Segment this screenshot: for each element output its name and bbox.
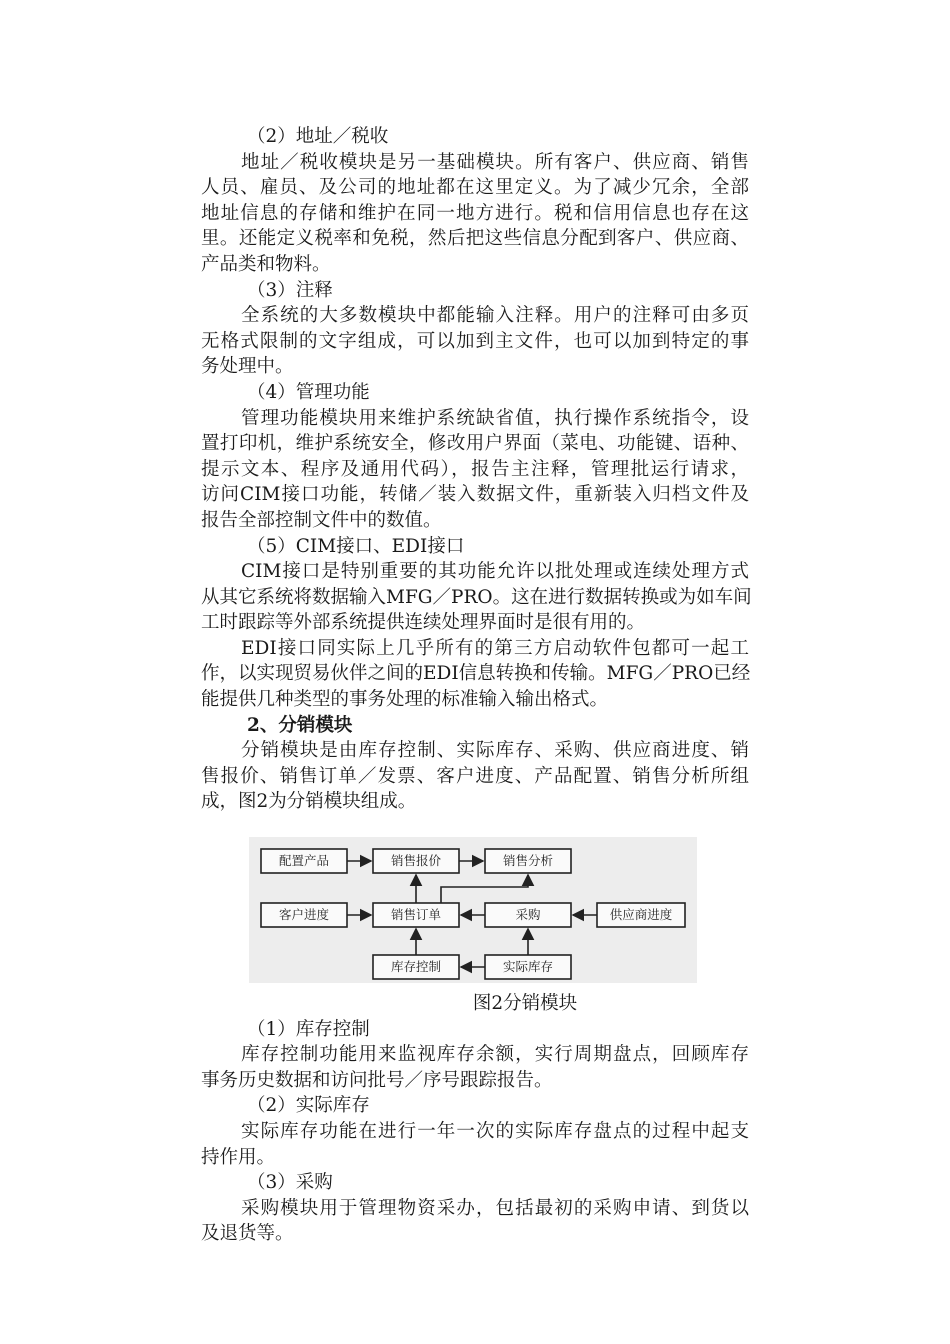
text-line: 访问CIM接口功能，转储／装入数据文件，重新装入归档文件及 [201, 484, 749, 506]
text-line: 分销模块是由库存控制、实际库存、采购、供应商进度、销 [241, 740, 749, 762]
box-label-purchase: 采购 [515, 907, 541, 923]
text-line: 库存控制功能用来监视库存余额，实行周期盘点，回顾库存 [241, 1044, 749, 1066]
box-label-customer: 客户进度 [278, 907, 329, 923]
text-line: EDI接口同实际上几乎所有的第三方启动软件包都可一起工 [241, 637, 749, 659]
text-line: （4）管理功能 [247, 381, 370, 403]
text-line: 从其它系统将数据输入MFG／PRO。这在进行数据转换或为如车间 [201, 586, 752, 608]
text-line: 事务历史数据和访问批号／序号跟踪报告。 [201, 1069, 553, 1091]
text-line: 地址信息的存储和维护在同一地方进行。税和信用信息也存在这 [201, 202, 749, 224]
box-label-quote: 销售报价 [390, 853, 441, 869]
text-line: 售报价、销售订单／发票、客户进度、产品配置、销售分析所组 [201, 765, 749, 787]
distribution-module-diagram [249, 837, 697, 983]
text-line: （2）地址／税收 [247, 126, 389, 147]
arrow-order-analysis [441, 875, 528, 903]
text-line: 地址／税收模块是另一基础模块。所有客户、供应商、销售 [241, 151, 749, 173]
text-line: 产品类和物料。 [201, 253, 331, 275]
box-label-order: 销售订单 [390, 907, 441, 923]
text-line: 置打印机，维护系统安全，修改用户界面（菜电、功能键、语种、 [201, 433, 749, 455]
text-line: （3）注释 [247, 279, 333, 301]
box-label-physical: 实际库存 [502, 959, 553, 975]
text-line: 工时跟踪等外部系统提供连续处理界面时是很有用的。 [201, 612, 646, 634]
text-line: 成，图2为分销模块组成。 [201, 791, 417, 813]
text-line: 持作用。 [201, 1146, 276, 1168]
text-line: （5）CIM接口、EDI接口 [247, 535, 465, 557]
text-line: 作，以实现贸易伙伴之间的EDI信息转换和传输。MFG／PRO已经 [201, 663, 751, 685]
text-line: 人员、雇员、及公司的地址都在这里定义。为了减少冗余，全部 [201, 177, 749, 199]
text-line: 里。还能定义税率和免税，然后把这些信息分配到客户、供应商、 [201, 228, 749, 250]
box-label-inventory: 库存控制 [390, 959, 441, 975]
document-body [201, 124, 752, 1247]
figure-container [201, 837, 749, 991]
text-line: （2）实际库存 [247, 1095, 370, 1117]
text-line: 及退货等。 [201, 1223, 294, 1245]
text-line: 管理功能模块用来维护系统缺省值，执行操作系统指令，设 [241, 407, 749, 429]
box-label-supplier: 供应商进度 [609, 907, 673, 923]
text-line: 提示文本、程序及通用代码），报告主注释，管理批运行请求， [201, 458, 749, 480]
text-line: 能提供几种类型的事务处理的标准输入输出格式。 [201, 689, 609, 711]
text-line: 无格式限制的文字组成，可以加到主文件，也可以加到特定的事 [201, 330, 749, 352]
text-line: CIM接口是特别重要的其功能允许以批处理或连续处理方式 [241, 561, 749, 583]
text-block-before-figure [201, 124, 752, 815]
figure-caption: 图2分销模块 [472, 993, 578, 1015]
box-label-config: 配置产品 [278, 853, 329, 869]
text-line: 务处理中。 [201, 356, 294, 378]
text-line: （1）库存控制 [247, 1018, 370, 1040]
text-line: 全系统的大多数模块中都能输入注释。用户的注释可由多页 [241, 305, 749, 327]
text-block-after-figure [201, 1017, 749, 1247]
text-line: 报告全部控制文件中的数值。 [201, 509, 442, 531]
text-line: 实际库存功能在进行一年一次的实际库存盘点的过程中起支 [241, 1121, 749, 1142]
box-label-analysis: 销售分析 [502, 853, 553, 869]
text-line: 采购模块用于管理物资采办，包括最初的采购申请、到货以 [241, 1197, 749, 1219]
text-line: 2、分销模块 [247, 714, 353, 736]
text-line: （3）采购 [247, 1172, 333, 1194]
